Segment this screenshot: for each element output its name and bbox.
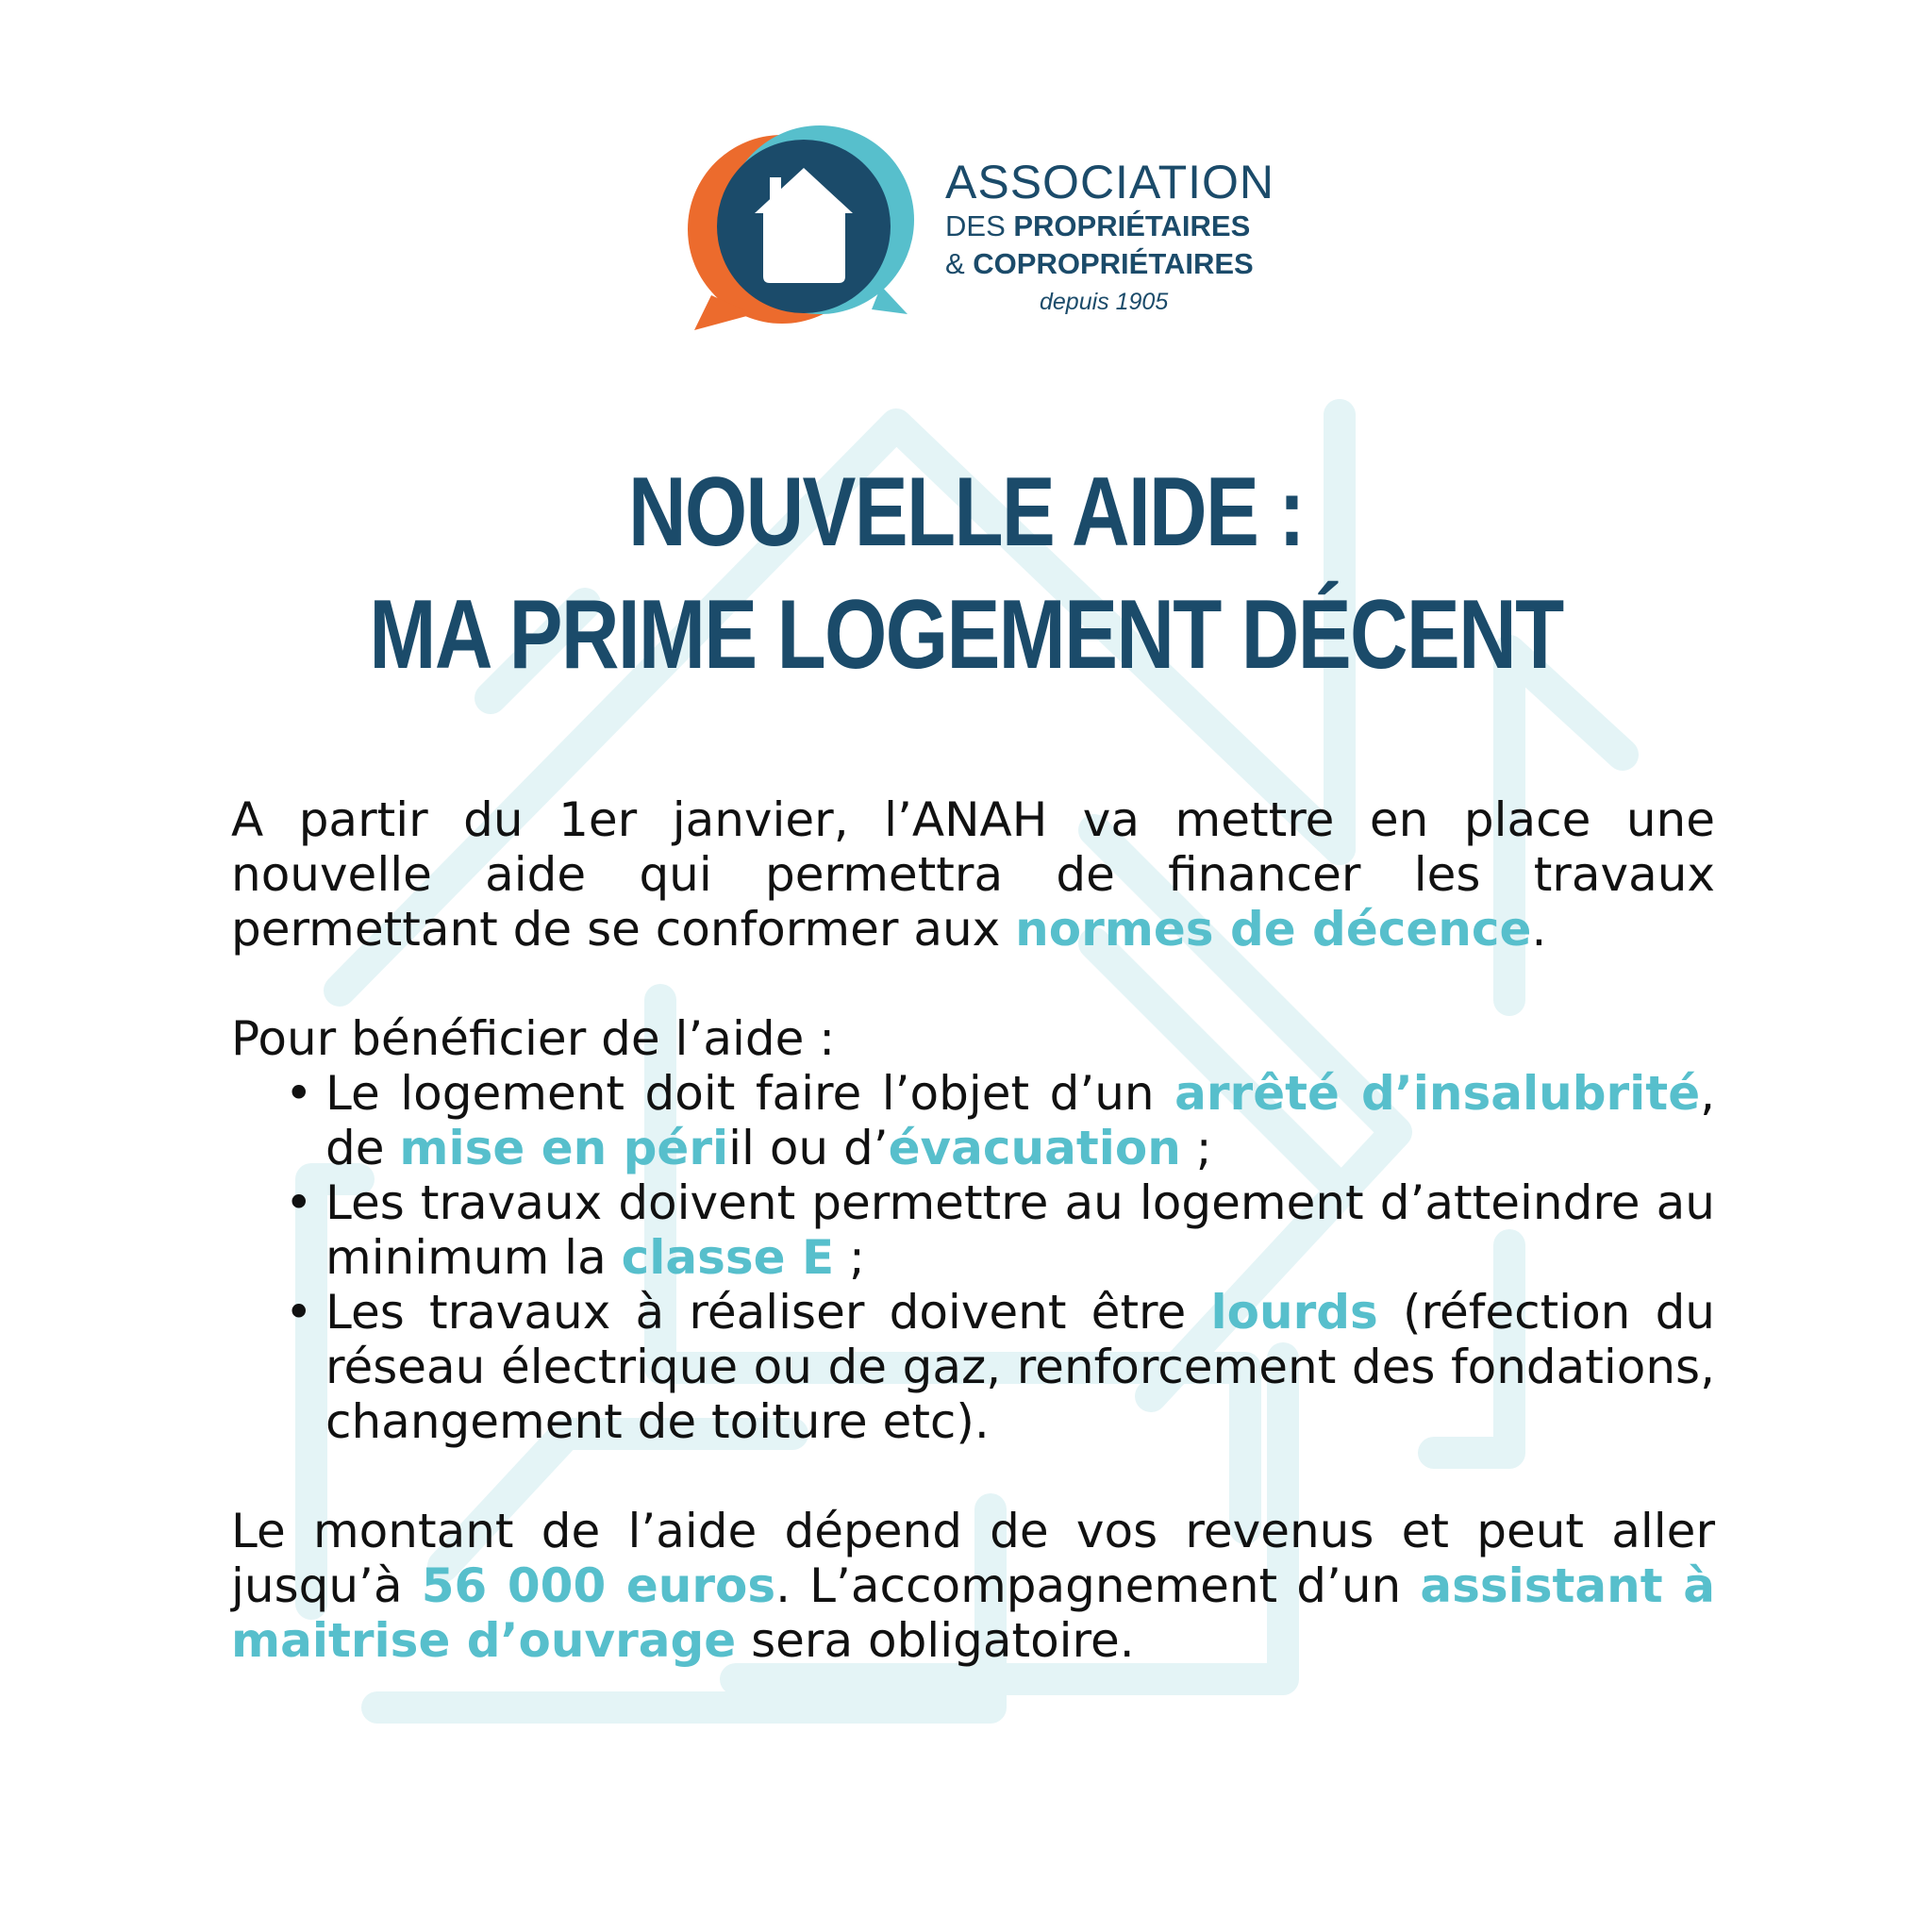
logo-text	[945, 157, 1274, 321]
body-text	[231, 792, 1715, 1668]
logo-since: depuis 1905	[1040, 289, 1169, 315]
conditions-heading: Pour bénéficier de l’aide :	[231, 1011, 836, 1066]
house-speech-bubble-logo-icon	[683, 121, 919, 340]
list-item: • Le logement doit faire l’objet d’un arrêté d’insalubrité, de mise en périil ou d’évacuation ;	[285, 1066, 1716, 1175]
logo-proprietaires: DES PROPRIÉTAIRES	[945, 209, 1251, 242]
page-title	[174, 451, 1757, 696]
logo-association: ASSOCIATION	[945, 156, 1275, 208]
list-item: • Les travaux à réaliser doivent être lourds (réfection du réseau électrique ou de gaz, renforcement des fondations, changement de toiture etc).	[285, 1285, 1715, 1449]
logo-coproprietaires: & COPROPRIÉTAIRES	[945, 247, 1254, 280]
association-logo	[683, 121, 1306, 340]
bullet-icon: •	[285, 1175, 313, 1230]
list-item: • Les travaux doivent permettre au logement d’atteindre au minimum la classe E ;	[285, 1175, 1715, 1285]
bullet-icon: •	[285, 1066, 313, 1121]
title-line-1: NOUVELLE AIDE :	[627, 458, 1305, 567]
bullet-icon: •	[285, 1285, 313, 1340]
amount-paragraph: Le montant de l’aide dépend de vos revenus et peut aller jusqu’à 56 000 euros. L’accompagnement d’un assistant à maitrise d’ouvrage sera obligatoire.	[231, 1504, 1715, 1668]
title-line-2: MA PRIME LOGEMENT DÉCENT	[369, 580, 1563, 690]
intro-paragraph: A partir du 1er janvier, l’ANAH va mettre en place une nouvelle aide qui permettra de financer les travaux permettant de se conformer aux normes de décence.	[231, 792, 1715, 957]
conditions-list	[231, 1066, 1715, 1449]
